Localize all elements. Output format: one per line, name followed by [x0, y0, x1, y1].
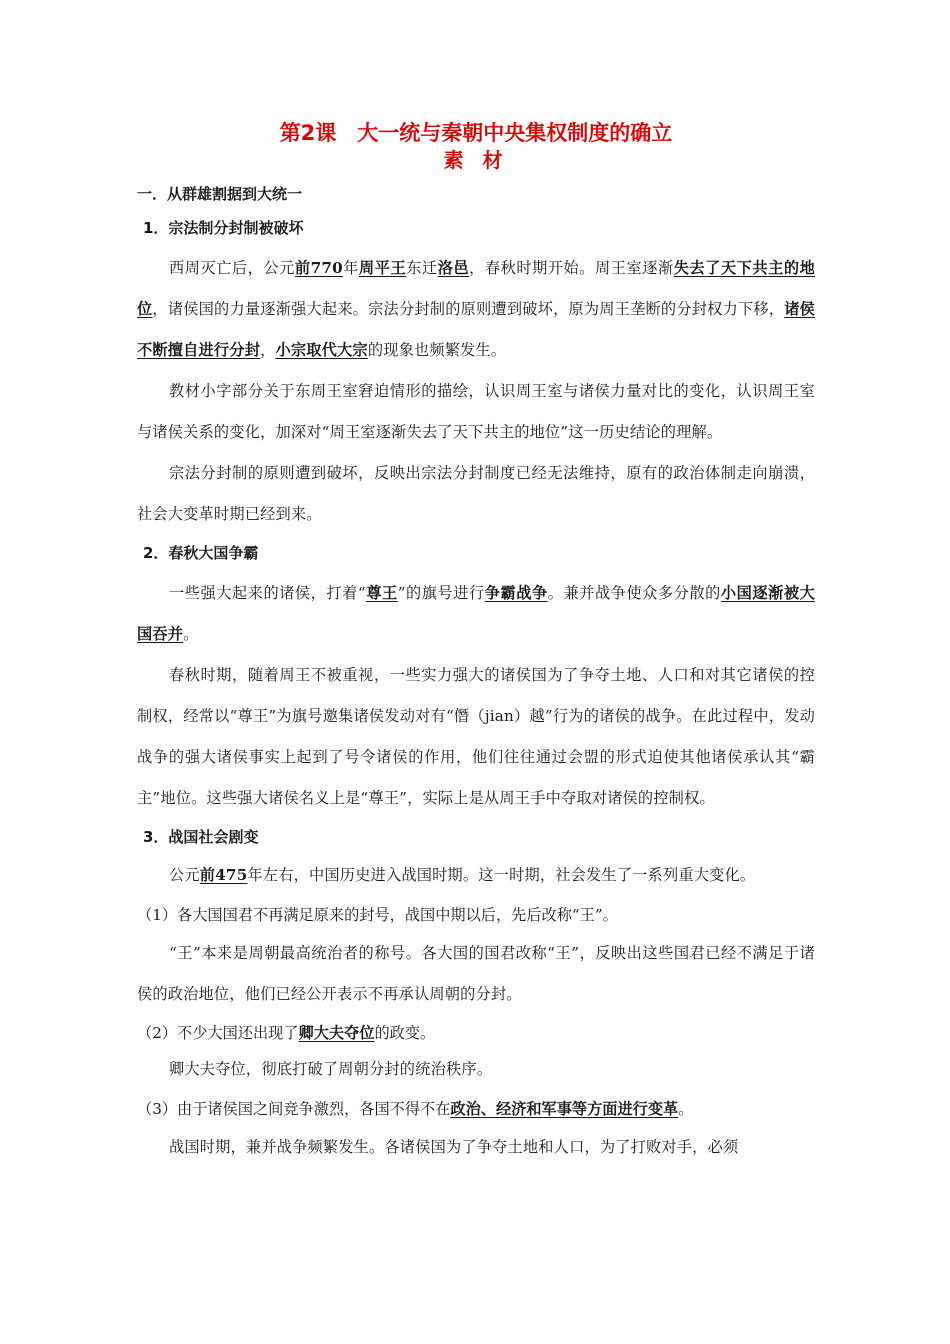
key-term: 洛邑: [437, 259, 470, 277]
document-page: [137, 120, 815, 1168]
subsection-heading-1: 1．宗法制分封制被破坏: [143, 219, 304, 237]
key-term: 卿大夫夺位: [298, 1024, 375, 1042]
subsection-heading-2: 2．春秋大国争霸: [143, 544, 259, 562]
key-term: 前770: [294, 259, 343, 277]
page-title: 第2课 大一统与秦朝中央集权制度的确立: [279, 121, 673, 145]
paragraph-2-1: 一些强大起来的诸侯，打着“尊王”的旗号进行争霸战争。兼并战争使众多分散的小国逐渐被大国吞并。: [137, 584, 815, 643]
list-item-2: （2）不少大国还出现了卿大夫夺位的政变。: [137, 1024, 436, 1042]
paragraph-1-2: 教材小字部分关于东周王室窘迫情形的描绘，认识周王室与诸侯力量对比的变化，认识周王室与诸侯关系的变化，加深对“周王室逐渐失去了天下共主的地位”这一历史结论的理解。: [137, 382, 815, 441]
page-subtitle: 素 材: [443, 148, 509, 172]
paragraph-3-1: 公元前475年左右，中国历史进入战国时期。这一时期，社会发生了一系列重大变化。: [169, 866, 756, 884]
list-item-1: （1）各大国国君不再满足原来的封号，战国中期以后，先后改称“王”。: [137, 906, 618, 924]
key-term: 争霸战争: [484, 584, 548, 602]
paragraph-3-4: 战国时期，兼并战争频繁发生。各诸侯国为了争夺土地和人口，为了打败对手，必须: [169, 1138, 739, 1156]
key-term: 小国逐渐被大国吞并: [137, 584, 815, 643]
key-term: 尊王: [365, 584, 398, 602]
paragraph-3-2: “王”本来是周朝最高统治者的称号。各大国的国君改称“王”，反映出这些国君已经不满足于诸侯的政治地位，他们已经公开表示不再承认周朝的分封。: [137, 944, 815, 1003]
paragraph-2-2: 春秋时期，随着周王不被重视，一些实力强大的诸侯国为了争夺土地、人口和对其它诸侯的控制权，经常以“尊王”为旗号邀集诸侯发动对有“僭（jian）越”行为的诸侯的战争。在此过程中，发动战争的强大诸侯事实上起到了号令诸侯的作用，他们往往通过会盟的形式迫使其他诸侯承认其“霸主”地位。这些强大诸侯名义上是“尊王”，实际上是从周王手中夺取对诸侯的控制权。: [137, 666, 815, 807]
section-heading-1: 一．从群雄割据到大统一: [137, 185, 303, 203]
key-term: 诸侯不断擅自进行分封: [137, 300, 816, 359]
list-item-3: （3）由于诸侯国之间竞争激烈，各国不得不在政治、经济和军事等方面进行变革。: [137, 1100, 694, 1118]
key-term: 周平王: [359, 259, 407, 277]
key-term: 失去了天下共主的地位: [137, 259, 815, 318]
paragraph-1-3: 宗法分封制的原则遭到破坏，反映出宗法分封制度已经无法维持，原有的政治体制走向崩溃，社会大变革时期已经到来。: [137, 464, 815, 523]
key-term: 小宗取代大宗: [275, 341, 368, 359]
key-term: 政治、经济和军事等方面进行变革: [450, 1100, 679, 1118]
key-term: 前475: [199, 866, 248, 884]
paragraph-1-1: 西周灭亡后，公元前770年周平王东迁洛邑，春秋时期开始。周王室逐渐失去了天下共主的地位，诸侯国的力量逐渐强大起来。宗法分封制的原则遭到破坏，原为周王垄断的分封权力下移，诸侯不断擅自进行分封，小宗取代大宗的现象也频繁发生。: [137, 259, 816, 359]
subsection-heading-3: 3．战国社会剧变: [143, 828, 259, 846]
paragraph-3-3: 卿大夫夺位，彻底打破了周朝分封的统治秩序。: [169, 1060, 493, 1078]
